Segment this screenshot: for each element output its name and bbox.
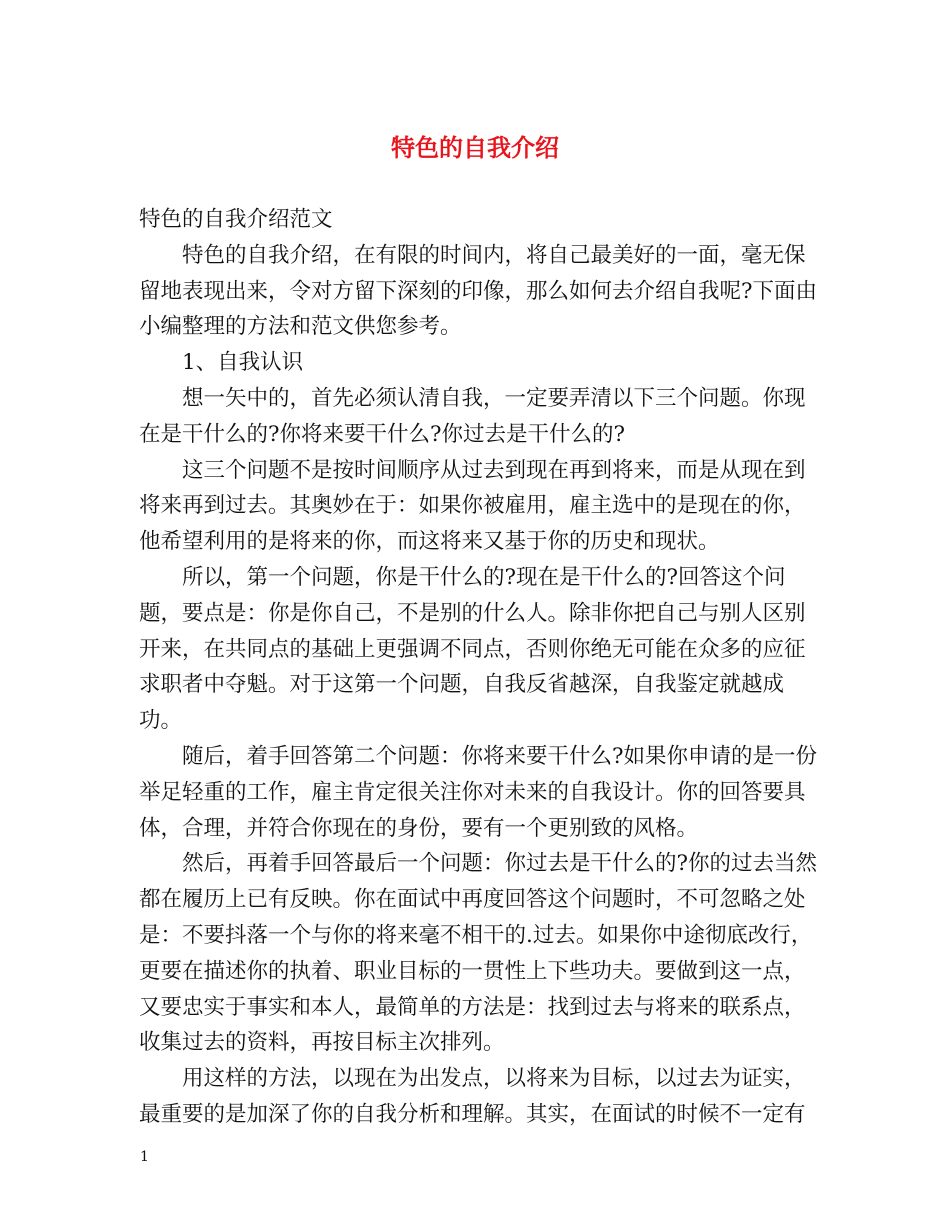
document-title: 特色的自我介绍 xyxy=(391,133,559,162)
paragraph: 随后，着手回答第二个问题：你将来要干什么?如果你申请的是一份举足轻重的工作，雇主肯定很关注你对未来的自我设计。你的回答要具体，合理，并符合你现在的身份，要有一个更别致的风格。 xyxy=(139,743,818,841)
document-body xyxy=(139,202,822,1133)
page-number: 1 xyxy=(140,1149,149,1165)
paragraph: 所以，第一个问题，你是干什么的?现在是干什么的?回答这个问题，要点是：你是你自己，不是别的什么人。除非你把自己与别人区别开来，在共同点的基础上更强调不同点，否则你绝无可能在众多的应征求职者中夺魁。对于这第一个问题，自我反省越深，自我鉴定就越成功。 xyxy=(139,564,806,734)
paragraph: 然后，再着手回答最后一个问题：你过去是干什么的?你的过去当然都在履历上已有反映。你在面试中再度回答这个问题时，不可忽略之处是：不要抖落一个与你的将来毫不相干的.过去。如果你中途彻底改行，更要在描述你的执着、职业目标的一贯性上下些功夫。要做到这一点，又要忠实于事实和本人，最简单的方法是：找到过去与将来的联系点，收集过去的资料，再按目标主次排列。 xyxy=(139,851,818,1056)
paragraph-intro: 特色的自我介绍，在有限的时间内，将自己最美好的一面，毫无保留地表现出来，令对方留下深刻的印像，那么如何去介绍自我呢?下面由小编整理的方法和范文供您参考。 xyxy=(139,242,818,340)
paragraph: 用这样的方法，以现在为出发点，以将来为目标，以过去为证实，最重要的是加深了你的自我分析和理解。其实，在面试的时候不一定有 xyxy=(139,1066,806,1127)
paragraph: 想一矢中的，首先必须认清自我，一定要弄清以下三个问题。你现在是干什么的?你将来要干什么?你过去是干什么的? xyxy=(139,385,806,447)
paragraph: 这三个问题不是按时间顺序从过去到现在再到将来，而是从现在到将来再到过去。其奥妙在于：如果你被雇用，雇主选中的是现在的你，他希望利用的是将来的你，而这将来又基于你的历史和现状。 xyxy=(139,457,806,555)
document-subtitle: 特色的自我介绍范文 xyxy=(139,207,333,232)
section-heading: 1、自我认识 xyxy=(182,350,304,376)
